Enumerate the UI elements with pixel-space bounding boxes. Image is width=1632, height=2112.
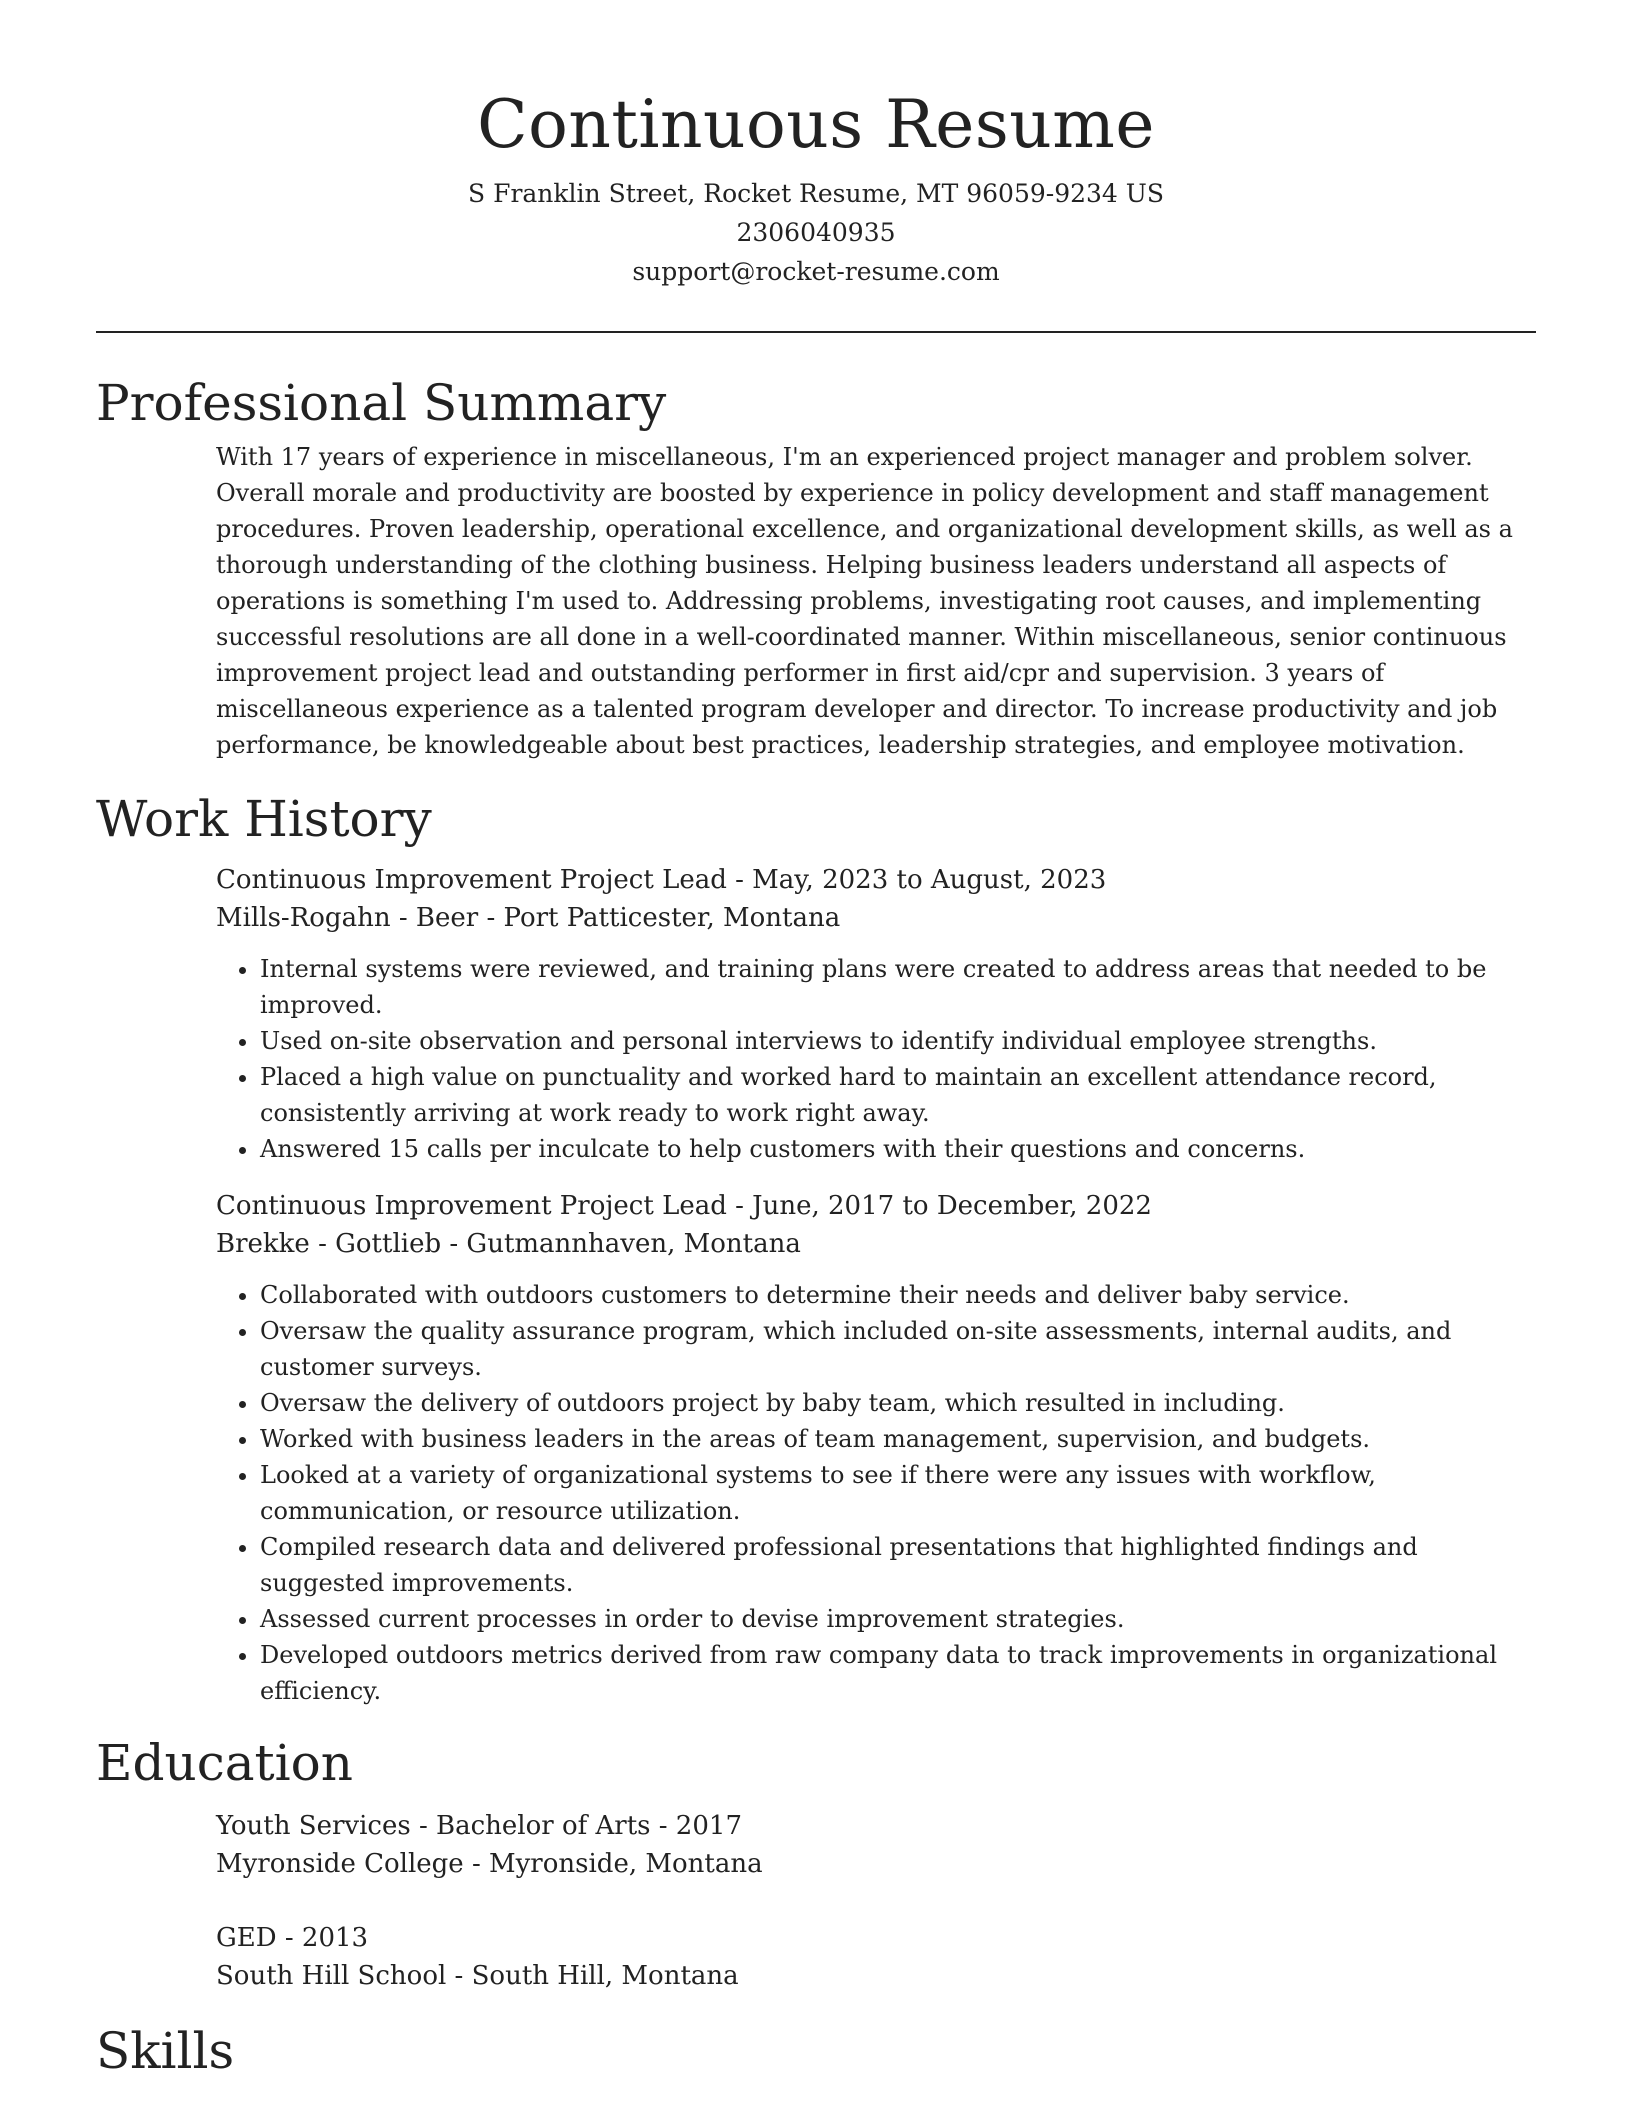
job-bullet: • Worked with business leaders in the areas of team management, supervision, and budgets. — [260, 1421, 1536, 1457]
summary-section — [216, 439, 1536, 763]
education-entry — [216, 1807, 1536, 1883]
job-bullet: • Answered 15 calls per inculcate to help customers with their questions and concerns. — [260, 1131, 1536, 1167]
job-title-dates: Continuous Improvement Project Lead - June, 2017 to December, 2022 — [216, 1191, 1152, 1221]
job-company-location: Brekke - Gottlieb - Gutmannhaven, Montana — [216, 1229, 801, 1259]
job-company-location: Mills-Rogahn - Beer - Port Patticester, Montana — [216, 903, 841, 933]
candidate-name: Continuous Resume — [477, 86, 1155, 163]
job-bullet: • Oversaw the quality assurance program, which included on-site assessments, internal audits, and customer surveys. — [260, 1313, 1536, 1385]
job-bullet: • Looked at a variety of organizational systems to see if there were any issues with workflow, communication, or resource utilization. — [260, 1457, 1536, 1529]
job-bullet: • Internal systems were reviewed, and training plans were created to address areas that needed to be improved. — [260, 951, 1536, 1023]
job-bullet: • Oversaw the delivery of outdoors project by baby team, which resulted in including. — [260, 1385, 1536, 1421]
job-bullet: • Collaborated with outdoors customers to determine their needs and deliver baby service. — [260, 1277, 1536, 1313]
email-address: support@rocket-resume.com — [632, 257, 1000, 286]
job-entry — [216, 1187, 1536, 1709]
header-divider — [96, 331, 1536, 333]
job-bullet-list — [216, 1277, 1536, 1709]
degree-line: GED - 2013 — [216, 1923, 369, 1953]
job-bullet: • Developed outdoors metrics derived from raw company data to track improvements in organizational efficiency. — [260, 1637, 1536, 1709]
summary-heading: Professional Summary — [96, 374, 667, 432]
education-heading: Education — [96, 1734, 353, 1792]
job-entry — [216, 861, 1536, 1167]
job-title-dates: Continuous Improvement Project Lead - May, 2023 to August, 2023 — [216, 865, 1107, 895]
phone-number: 2306040935 — [736, 218, 896, 247]
job-bullet: • Assessed current processes in order to devise improvement strategies. — [260, 1601, 1536, 1637]
degree-line: Youth Services - Bachelor of Arts - 2017 — [216, 1811, 742, 1841]
address: S Franklin Street, Rocket Resume, MT 96059-9234 US — [468, 179, 1164, 208]
job-bullet: • Compiled research data and delivered professional presentations that highlighted findings and suggested improvements. — [260, 1529, 1536, 1601]
job-bullet-list — [216, 951, 1536, 1167]
resume-header — [96, 0, 1536, 291]
job-bullet: • Placed a high value on punctuality and worked hard to maintain an excellent attendance record, consistently arriving at work ready to work right away. — [260, 1059, 1536, 1131]
education-entry — [216, 1919, 1536, 1995]
work-history-heading: Work History — [96, 790, 432, 848]
resume-page — [96, 0, 1536, 2083]
contact-info — [96, 174, 1536, 291]
school-line: South Hill School - South Hill, Montana — [216, 1961, 739, 1991]
skills-heading: Skills — [96, 2022, 235, 2080]
summary-text: With 17 years of experience in miscellaneous, I'm an experienced project manager and problem solver. Overall morale and productivity are boosted by experience in policy development and staff management procedures. Proven leadership, operational excellence, and organizational development skills, as well as a thorough understanding of the clothing business. Helping business leaders understand all aspects of operations is something I'm used to. Addressing problems, investigating root causes, and implementing successful resolutions are all done in a well-coordinated manner. Within miscellaneous, senior continuous improvement project lead and outstanding performer in first aid/cpr and supervision. 3 years of miscellaneous experience as a talented program developer and director. To increase productivity and job performance, be knowledgeable about best practices, leadership strategies, and employee motivation. — [216, 443, 1513, 759]
education-section — [216, 1807, 1536, 1995]
job-bullet: • Used on-site observation and personal interviews to identify individual employee strengths. — [260, 1023, 1536, 1059]
work-history-section — [216, 861, 1536, 1709]
school-line: Myronside College - Myronside, Montana — [216, 1849, 763, 1879]
